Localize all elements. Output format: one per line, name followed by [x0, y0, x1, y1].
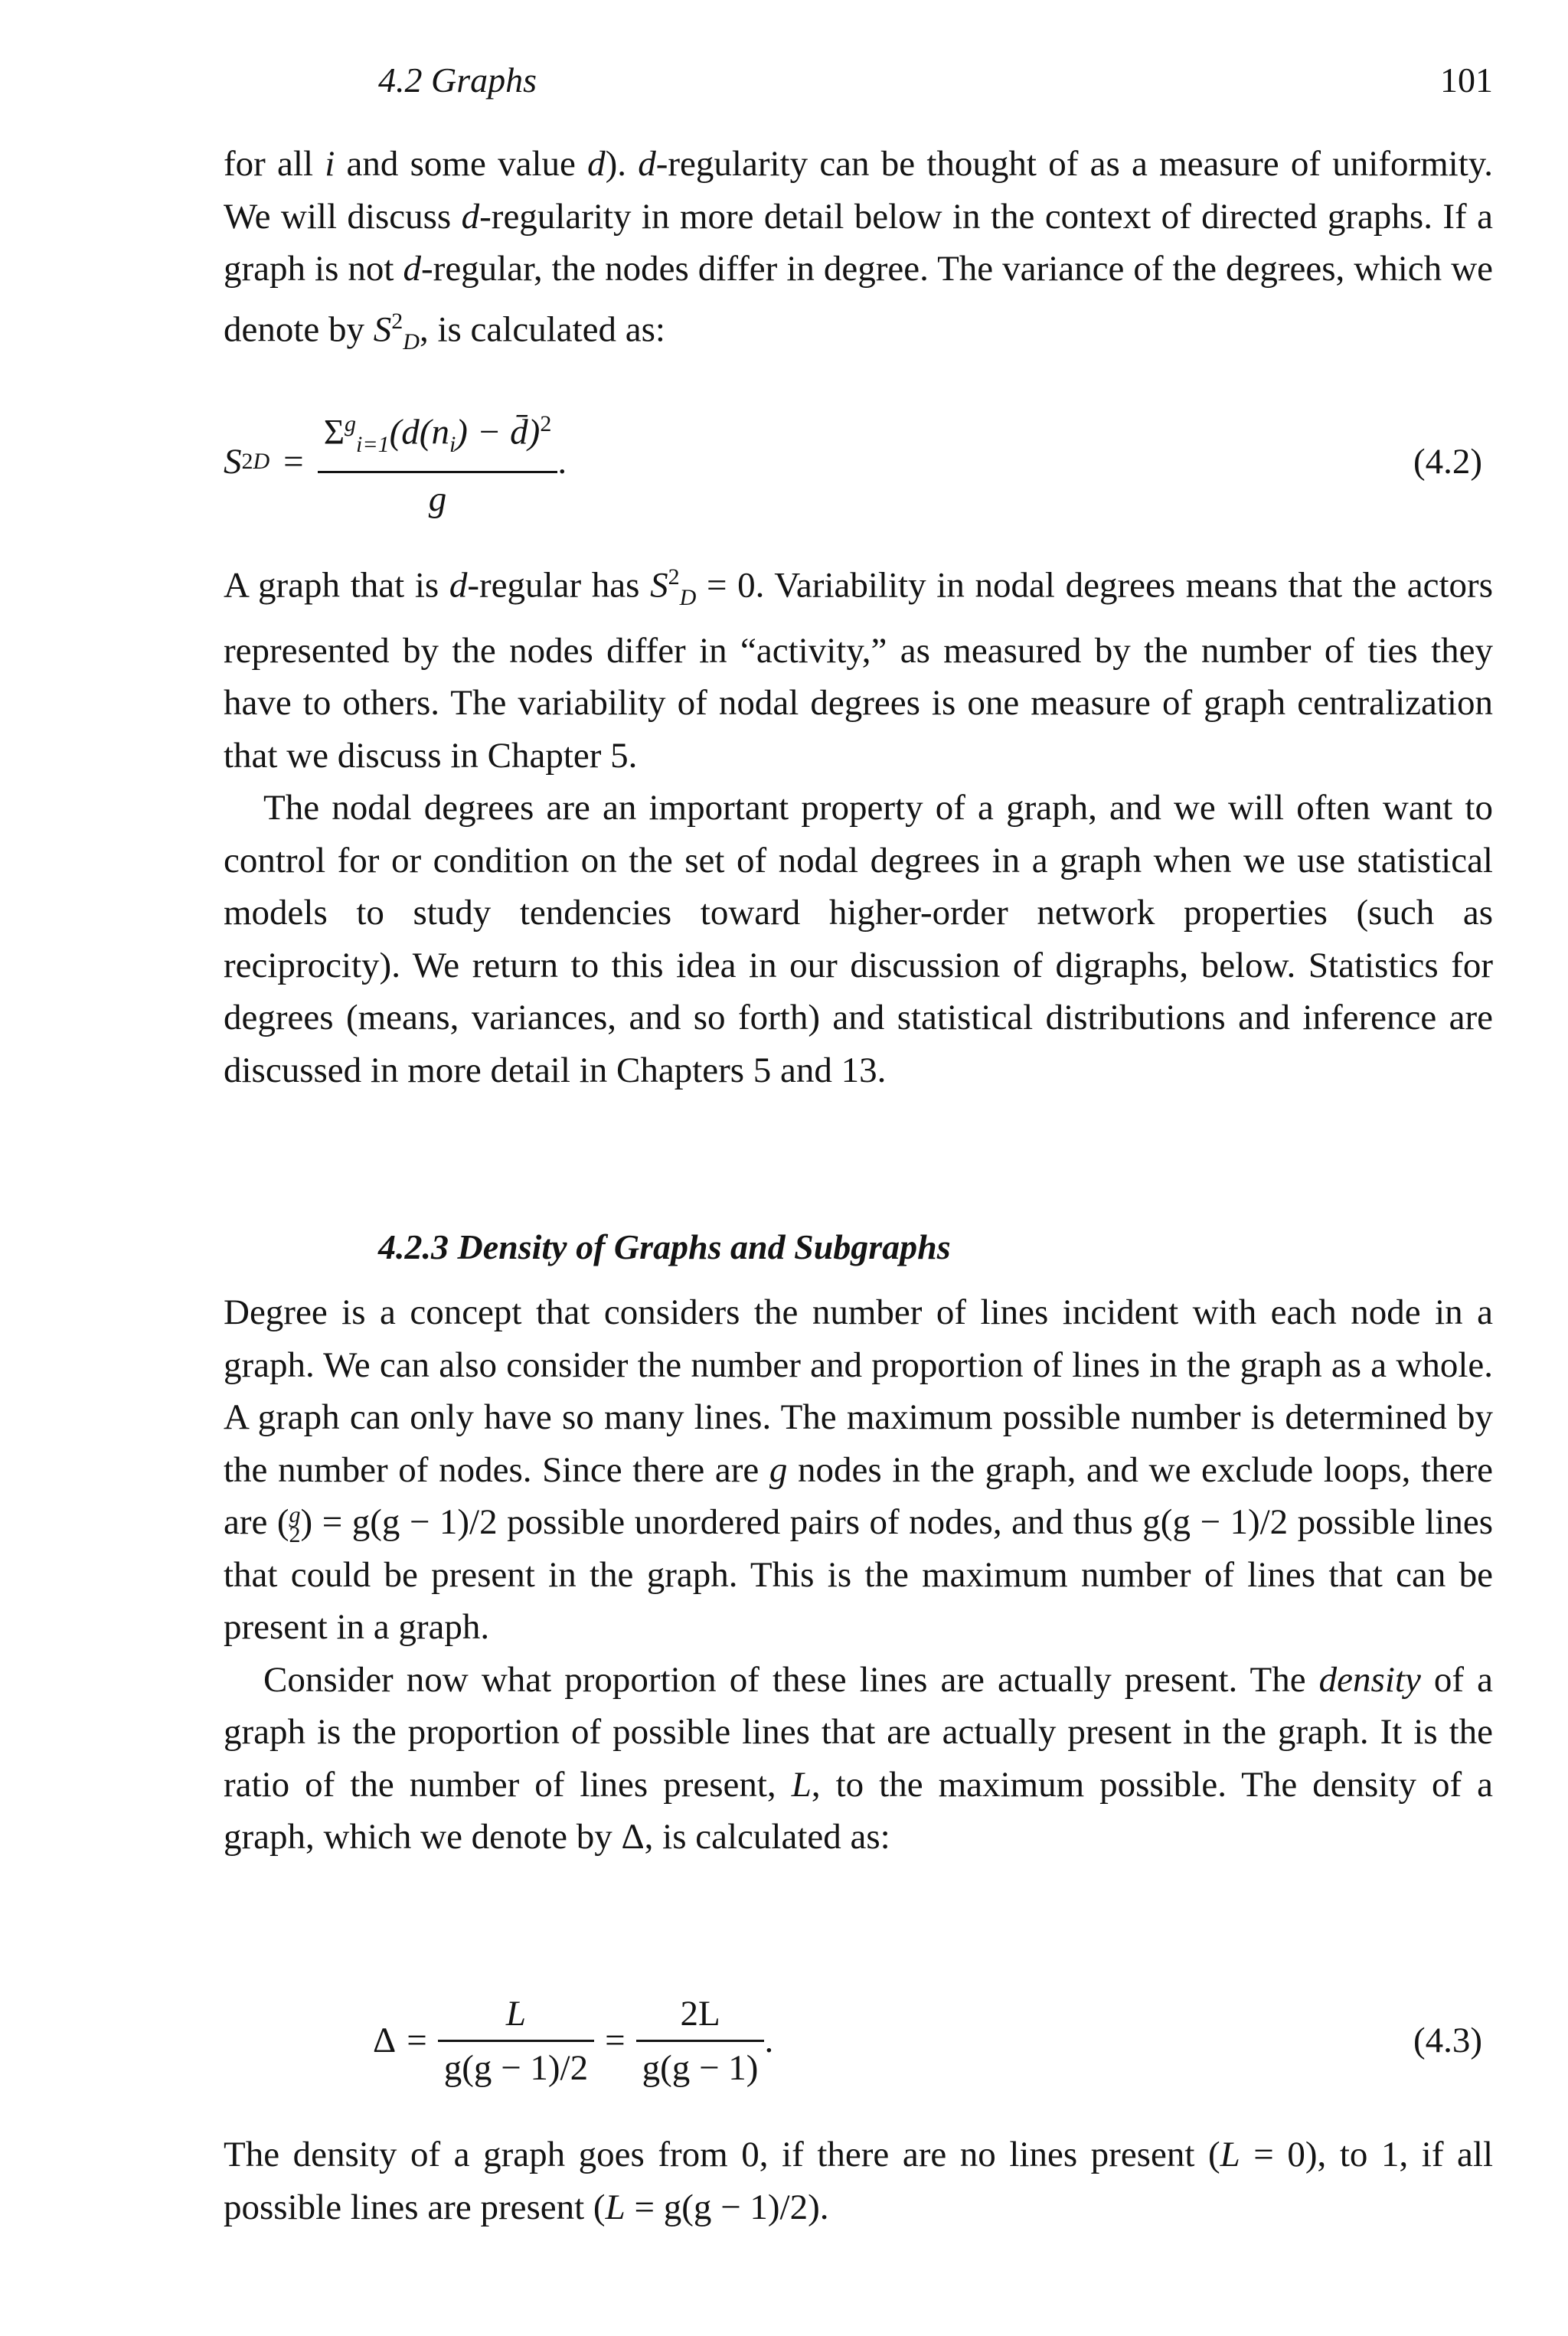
text-run: Consider now what proportion of these lines are actually present. The: [263, 1659, 1319, 1700]
equation-4-2: [224, 404, 1493, 519]
italic-run: d: [587, 144, 606, 184]
equals-sign: =: [407, 2021, 427, 2060]
equals-sign: =: [283, 442, 304, 482]
paragraph-d-regular: [224, 551, 1493, 1096]
italic-run: d: [461, 196, 480, 237]
subscript: D: [253, 449, 270, 474]
italic-run: L: [605, 2187, 626, 2227]
period: .: [764, 2021, 774, 2060]
fraction-numerator: L: [438, 1991, 594, 2042]
paragraph-degree-concept: [224, 1286, 1493, 1864]
binomial-bottom: 2: [289, 1522, 301, 1548]
text-run: = 0. Variability in nodal degrees means that the actors represented by the nodes differ in “activity,” as measured by the number of ties they have to others. The variability of nodal degrees is one measure of graph centralization that we discuss in Chapter 5.: [224, 565, 1493, 776]
superscript: 2: [668, 564, 680, 590]
italic-run: d: [638, 144, 656, 184]
fraction: [636, 1991, 765, 2091]
fraction-numerator: [318, 401, 558, 473]
superscript: 2: [391, 308, 403, 334]
text-run: of a graph is the proportion of possible lines that are actually present in the graph. It is the ratio of the number of lines present,: [224, 1659, 1493, 1805]
fraction: [438, 1991, 594, 2091]
fraction-denominator: g: [428, 479, 447, 520]
running-head: 4.2 Graphs: [378, 60, 537, 100]
text-run: = 0), to 1, if all possible lines are present (: [224, 2135, 1494, 2227]
text-run: , is calculated as:: [419, 309, 665, 350]
italic-run: L: [791, 1764, 812, 1805]
superscript: g: [345, 410, 357, 436]
text-run: The density of a graph goes from 0, if there are no lines present (: [224, 2135, 1220, 2174]
text-run: Degree is a concept that considers the number of lines incident with each node in a graph. We can also consider the number and proportion of lines in the graph as a whole. A graph can only have so many lines. The maximum possible number is determined by the number of nodes. Since there are: [224, 1292, 1493, 1490]
text-run: A graph that is: [224, 565, 449, 606]
paragraph-nodal-degrees: The nodal degrees are an important property of a graph, and we will often want to control for or condition on the set of nodal degrees in a graph when we use statistical models to study tendencies toward higher-order network properties (such as reciprocity). We return to this idea in our discussion of digraphs, below. Statistics for degrees (means, variances, and so forth) and statistical distributions and inference are discussed in more detail in Chapters 5 and 13.: [224, 788, 1493, 1090]
text-run: and some value: [335, 144, 588, 184]
text-run: -regularity can be thought of as a measure of uniformity. We will discuss: [224, 144, 1493, 237]
subscript: i: [449, 432, 456, 458]
math-text: ) − d̄): [456, 412, 541, 452]
text-run: ).: [605, 144, 639, 184]
page-number: 101: [1440, 60, 1493, 100]
math-text: (d(n: [389, 412, 449, 452]
italic-run: i: [325, 144, 335, 184]
text-run: = g(g − 1)/2).: [625, 2187, 829, 2227]
section-heading: 4.2.3 Density of Graphs and Subgraphs: [378, 1227, 951, 1266]
text-run: nodes in the graph, and we exclude loops, there are: [224, 1449, 1493, 1542]
text-run: , to the maximum possible. The density of a graph, which we denote by Δ, is calculated as:: [224, 1764, 1493, 1857]
superscript: 2: [241, 449, 253, 474]
italic-run: d: [403, 249, 422, 289]
fraction-denominator: g(g − 1): [642, 2047, 759, 2088]
italic-run: g: [769, 1449, 788, 1490]
paragraph-density-range: [224, 2129, 1493, 2233]
equation-formula: [373, 1983, 773, 2098]
italic-run: d: [449, 565, 468, 606]
text-run: for all: [224, 144, 325, 184]
sum-symbol: Σ: [323, 412, 345, 452]
italic-run: L: [1220, 2135, 1240, 2174]
text-run: -regular, the nodes differ in degree. The variance of the degrees, which we denote by: [224, 249, 1493, 350]
paragraph-density-definition: [224, 1654, 1493, 1864]
delta-symbol: Δ: [373, 2021, 397, 2060]
fraction-numerator: 2L: [636, 1991, 765, 2042]
equation-4-3: [224, 1983, 1493, 2098]
math-symbol: S: [224, 442, 242, 482]
period: .: [557, 442, 567, 482]
equation-number: (4.3): [1413, 2021, 1482, 2060]
equals-sign: =: [605, 2021, 626, 2060]
math-symbol: S: [650, 565, 668, 606]
subscript: i=1: [356, 432, 390, 458]
equation-formula: [224, 404, 567, 519]
page-header: [378, 60, 1493, 113]
binomial: (g 2): [276, 1502, 313, 1548]
math-symbol: S: [373, 309, 392, 350]
text-run: -regular has: [467, 565, 651, 606]
superscript: 2: [540, 410, 552, 436]
fraction-denominator: g(g − 1)/2: [443, 2047, 589, 2088]
paragraph-degree-variance: [224, 138, 1493, 368]
subscript: D: [403, 328, 420, 354]
equation-number: (4.2): [1413, 442, 1482, 482]
binomial-top: g: [289, 1502, 301, 1528]
italic-run: density: [1318, 1659, 1421, 1700]
fraction: [318, 401, 558, 522]
text-run: = g(g − 1)/2 possible unordered pairs of nodes, and thus g(g − 1)/2 possible lines that could be present in the graph. This is the maximum number of lines that can be present in a graph.: [224, 1502, 1493, 1647]
subscript: D: [679, 585, 697, 611]
text-run: -regularity in more detail below in the context of directed graphs. If a graph is not: [224, 196, 1493, 289]
